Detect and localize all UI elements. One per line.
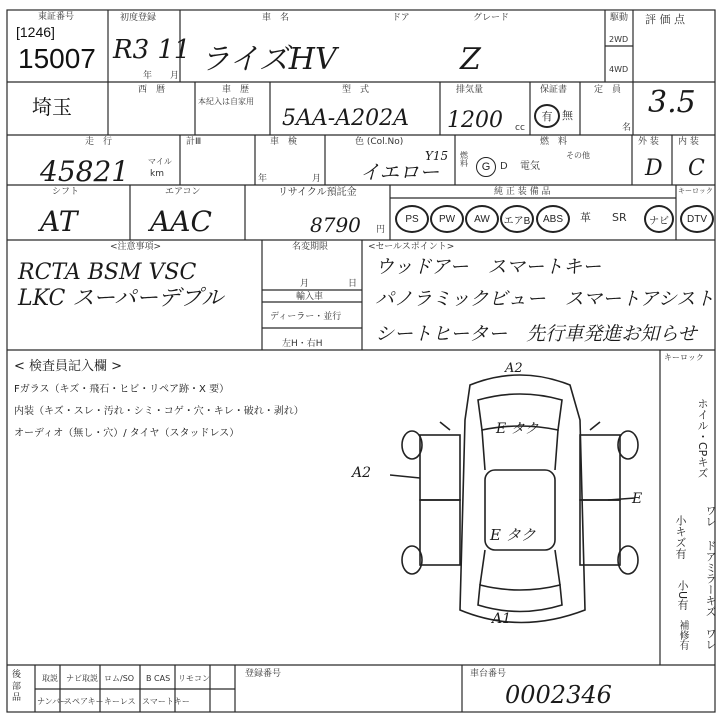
name-change-month: 月 xyxy=(300,279,310,289)
year-mark: 年 xyxy=(143,71,153,81)
score-value: 3.5 xyxy=(648,85,696,120)
cc-unit: cc xyxy=(515,123,525,133)
history-note: 本紀入は自家用 xyxy=(198,97,254,106)
mark-a1-rear: A1 xyxy=(492,611,512,627)
venue-code-label: 東証番号 xyxy=(38,12,75,22)
inspection-label: 車 検 xyxy=(270,137,298,147)
dealer-label: ディーラー・並行 xyxy=(270,312,342,322)
odometer-label: 計Ⅲ xyxy=(186,137,202,147)
model-value: 5AA-A202A xyxy=(282,106,409,131)
shift-label: シフト xyxy=(52,187,80,197)
west-label: 西 暦 xyxy=(138,85,166,95)
mileage-label: 走 行 xyxy=(85,137,113,147)
fuel-ev: 電気 xyxy=(520,161,540,172)
lot-number: 15007 xyxy=(18,43,96,74)
mark-e-right: E xyxy=(632,491,643,507)
equip-abs: ABS xyxy=(536,205,570,233)
drive-label: 駆動 xyxy=(610,13,629,23)
warranty-label: 保証書 xyxy=(540,85,568,95)
exterior-value: D xyxy=(645,156,663,181)
inspector-line-1: Fガラス（キズ・飛石・ヒビ・リペア跡・X 要） xyxy=(14,384,230,395)
fuel-other: その他 xyxy=(566,151,590,160)
name-change-label: 名変期限 xyxy=(292,242,329,252)
warranty-no: 無 xyxy=(562,109,573,122)
fuel-label: 燃 料 xyxy=(540,137,568,147)
key-label: キーロック xyxy=(678,187,713,195)
fuel-side: 燃料 xyxy=(460,151,468,168)
keylock-label: キーロック xyxy=(664,353,704,362)
door-label: ドア xyxy=(392,13,410,23)
caution-line-2: LKC スーパーデプル xyxy=(18,286,224,311)
aircon-label: エアコン xyxy=(165,187,201,197)
reg-number-label: 登録番号 xyxy=(245,669,282,679)
footer-spare-key: スペアキー xyxy=(64,697,104,706)
color-label: 色 (Col.No) xyxy=(355,137,404,147)
inspection-year: 年 xyxy=(258,174,268,184)
side-note-5: 小U有 xyxy=(676,580,689,611)
mark-a2-front: A2 xyxy=(505,361,523,376)
interior-value: C xyxy=(688,156,705,181)
color-value: イエロー xyxy=(360,160,440,184)
equip-label: 純 正 装 備 品 xyxy=(494,187,551,197)
side-note-7: 補修有 xyxy=(677,620,688,650)
chassis-value: 0002346 xyxy=(505,681,612,709)
inspection-month: 月 xyxy=(312,174,322,184)
drive-2wd: 2WD xyxy=(609,35,629,44)
sales-label: <セールスポイント> xyxy=(368,242,455,252)
equip-ps: PS xyxy=(395,205,429,233)
displacement-label: 排気量 xyxy=(456,85,484,95)
mark-a2-left: A2 xyxy=(352,465,372,481)
region-value: 埼玉 xyxy=(32,95,72,119)
equip-sr: SR xyxy=(612,211,627,224)
footer-bcas: B CAS xyxy=(146,674,171,683)
equip-dtv: DTV xyxy=(680,205,714,233)
side-note-6: ワレ xyxy=(704,628,717,650)
inspector-line-3: オーディオ（無し・穴）/ タイヤ（スタッドレス） xyxy=(14,428,240,439)
footer-manual: 取説 xyxy=(42,674,58,683)
grade-label: グレード xyxy=(473,13,510,23)
footer-plate: ナンバー xyxy=(37,697,69,706)
footer-smart-key: スマートキー xyxy=(142,697,190,706)
footer-rom: ロム/SO xyxy=(104,674,135,683)
first-reg-label: 初度登録 xyxy=(120,13,157,23)
history-label: 車 歴 xyxy=(222,85,250,95)
grade-value: Z xyxy=(460,42,481,77)
equip-aw: AW xyxy=(465,205,499,233)
equip-pw: PW xyxy=(430,205,464,233)
mileage-value: 45821 xyxy=(40,155,130,188)
side-note-4: ドアミラーキズ xyxy=(704,540,717,617)
footer-remote: リモコン xyxy=(178,674,210,683)
model-label: 型 式 xyxy=(342,85,370,95)
chassis-label: 車台番号 xyxy=(470,669,507,679)
recycle-unit: 円 xyxy=(376,225,386,235)
footer-parts-label: 後 部 品 xyxy=(12,670,22,704)
shift-value: AT xyxy=(40,205,78,238)
side-note-1: ホイル・CPキズ xyxy=(696,398,709,479)
equip-airbag: エアB xyxy=(500,205,534,233)
car-diagram xyxy=(390,360,650,650)
displacement-value: 1200 xyxy=(447,108,503,133)
fuel-d: D xyxy=(500,161,508,172)
mile-unit: マイル xyxy=(148,157,172,166)
side-note-2: ワレ xyxy=(704,505,717,527)
import-label: 輸入車 xyxy=(296,292,324,302)
capacity-label: 定 員 xyxy=(594,85,622,95)
car-name-label: 車 名 xyxy=(262,13,290,23)
sales-line-3: シートヒーター 先行車発進お知らせ xyxy=(375,323,697,345)
km-unit: km xyxy=(150,169,164,179)
lot-bracket: [1246] xyxy=(16,24,55,40)
first-reg-value: R3 11 xyxy=(113,35,191,65)
caution-label: <注意事項> xyxy=(110,242,162,252)
score-label: 評 価 点 xyxy=(645,13,685,26)
interior-label: 内 装 xyxy=(678,137,699,147)
mark-e-hood: E タク xyxy=(496,421,539,437)
equip-leather: 革 xyxy=(580,211,591,224)
name-change-day: 日 xyxy=(348,279,358,289)
mark-e-roof: E タク xyxy=(490,526,536,544)
exterior-label: 外 装 xyxy=(638,137,659,147)
color-code: Y15 xyxy=(425,149,449,163)
recycle-label: リサイクル預託金 xyxy=(278,187,357,198)
month-mark: 月 xyxy=(170,71,180,81)
footer-navi-manual: ナビ取説 xyxy=(66,674,98,683)
steering-label: 左H・右H xyxy=(282,339,323,349)
recycle-value: 8790 xyxy=(310,213,361,237)
warranty-yes: 有 xyxy=(534,104,560,128)
drive-4wd: 4WD xyxy=(609,65,629,74)
inspector-title: < 検査員記入欄 > xyxy=(14,359,123,374)
sales-line-1: ウッドアー スマートキー xyxy=(375,256,602,278)
side-note-3: 小キズ有 xyxy=(674,515,687,559)
fuel-g: G xyxy=(476,157,496,177)
footer-keyless: キーレス xyxy=(104,697,136,706)
car-name-value: ライズHV xyxy=(200,42,337,77)
inspector-line-2: 内装（キズ・スレ・汚れ・シミ・コゲ・穴・キレ・破れ・剥れ） xyxy=(14,406,304,417)
sales-line-2: パノラミックビュー スマートアシスト xyxy=(375,288,715,310)
equip-navi: ナビ xyxy=(644,205,674,233)
caution-line-1: RCTA BSM VSC xyxy=(18,260,197,285)
person-mark: 名 xyxy=(622,123,632,133)
aircon-value: AAC xyxy=(150,205,212,238)
